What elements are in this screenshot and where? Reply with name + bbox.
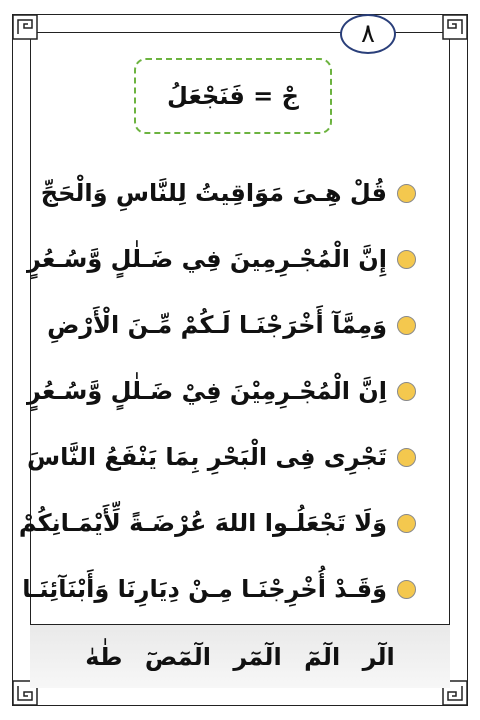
list-item	[27, 358, 416, 424]
page-number: ٨	[340, 14, 396, 54]
corner-ornament-icon	[442, 14, 468, 40]
list-item	[40, 160, 416, 226]
footer-item: الٓمٓر	[233, 642, 282, 671]
list-item	[26, 424, 416, 490]
list-item	[22, 556, 416, 622]
footer-item: طٰهٰ	[85, 642, 123, 671]
bullet-dot-icon	[397, 316, 416, 335]
corner-ornament-icon	[12, 14, 38, 40]
verse-text: وَلَا تَجْعَلُـوا اللهَ عُرْضَـةً لِّأَيْمَـانِكُمْ	[18, 509, 387, 537]
bullet-dot-icon	[397, 580, 416, 599]
list-item	[18, 490, 416, 556]
bullet-dot-icon	[397, 250, 416, 269]
verse-text: إِنَّ الْمُجْـرِمِينَ فِي ضَـلٰلٍ وَّسُـعُرٍ	[27, 245, 387, 273]
verse-text: وَمِمَّآ أَخْرَجْنَـا لَـكُمْ مِّـنَ الْأَرْضِ	[47, 311, 387, 339]
footer-item: الٓر	[362, 642, 395, 671]
footer-item: الٓمٓصٓ	[144, 642, 211, 671]
verse-list	[18, 160, 416, 622]
list-item	[27, 226, 416, 292]
footer-item: الٓمٓ	[304, 642, 341, 671]
bullet-dot-icon	[397, 448, 416, 467]
footer-letters	[30, 624, 450, 688]
verse-text: قُلْ هِـىَ مَوَاقِيتُ لِلنَّاسِ وَالْحَجِّ	[40, 179, 387, 207]
bullet-dot-icon	[397, 382, 416, 401]
verse-text: تَجْرِى فِى الْبَحْرِ بِمَا يَنْفَعُ النَّاسَ	[26, 443, 387, 471]
verse-text: وَقَـدْ أُخْرِجْنَـا مِـنْ دِيَارِنَا وَأَبْنَآئِنَـا	[22, 575, 387, 603]
page-title: جْ = فَنَجْعَلُ	[134, 58, 332, 134]
bullet-dot-icon	[397, 514, 416, 533]
bullet-dot-icon	[397, 184, 416, 203]
verse-text: اِنَّ الْمُجْـرِمِيْنَ فِيْ ضَـلٰلٍ وَّسُـعُرٍ	[27, 377, 387, 405]
list-item	[47, 292, 416, 358]
